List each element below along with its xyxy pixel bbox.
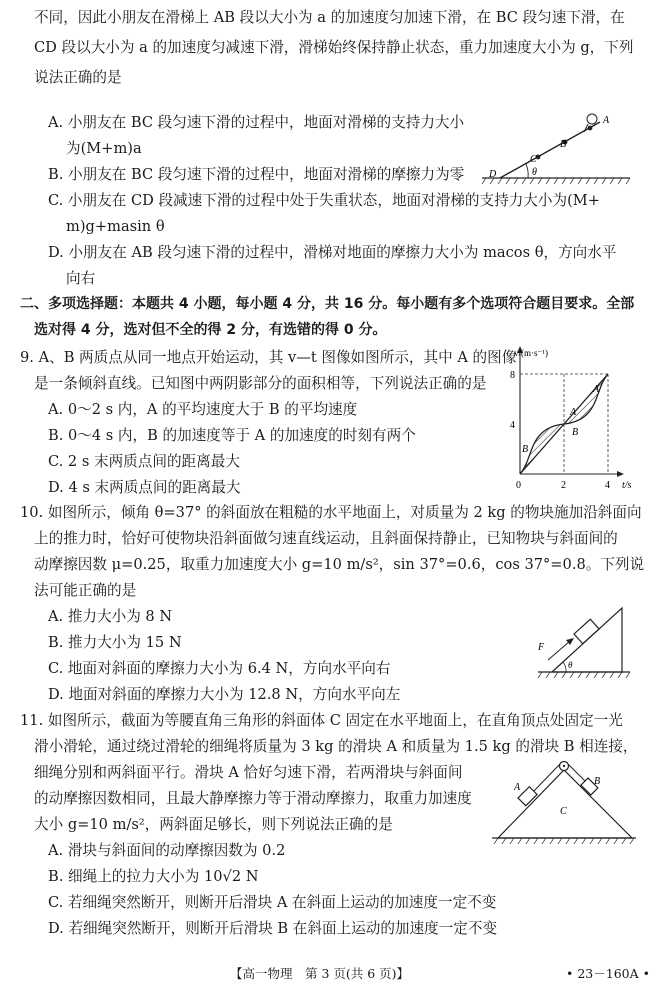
option-c: C. 小朋友在 CD 段减速下滑的过程中处于失重状态，地面对滑梯的支持力大小为(M+ (48, 192, 600, 209)
q9-option-a: A. 0～2 s 内，A 的平均速度大于 B 的平均速度 (48, 401, 358, 418)
q9-option-b: B. 0～4 s 内，B 的加速度等于 A 的加速度的时刻有两个 (48, 427, 416, 444)
label-c: C (530, 154, 537, 165)
y-tick-4: 4 (510, 420, 515, 431)
x-axis-label: t/s (622, 480, 632, 490)
option-d: D. 小朋友在 AB 段匀速下滑的过程中，滑梯对地面的摩擦力大小为 macos θ，方向水平 (48, 244, 617, 261)
question-9-cont: 是一条倾斜直线。已知图中两阴影部分的面积相等，下列说法正确的是 (34, 375, 487, 392)
question-11-cont: 大小 g=10 m/s²，两斜面足够长，则下列说法正确的是 (34, 816, 393, 833)
footer-code: • 23－160A • (566, 966, 650, 981)
y-tick-8: 8 (510, 370, 515, 381)
q11-option-c: C. 若细绳突然断开，则断开后滑块 A 在斜面上运动的加速度一定不变 (48, 894, 497, 911)
curve-label-a: A (570, 407, 577, 418)
curve-label-b: B (572, 427, 579, 438)
q10-option-b: B. 推力大小为 15 N (48, 634, 182, 651)
y-axis-label: v/(m·s⁻¹) (514, 348, 548, 358)
question-10: 10. 如图所示，倾角 θ=37° 的斜面放在粗糙的水平地面上，对质量为 2 kg 的物块施加沿斜面向 (20, 504, 642, 521)
curve-label-a: A (593, 384, 600, 395)
footer-center: 【高一物理 第 3 页(共 6 页)】 (230, 966, 410, 981)
section-heading: 二、多项选择题：本题共 4 小题，每小题 4 分，共 16 分。每小题有多个选项符合题目要求。全部 (20, 296, 635, 312)
vt-graph (508, 342, 643, 490)
option-a: A. 小朋友在 BC 段匀速下滑的过程中，地面对滑梯的支持力大小 (48, 114, 465, 131)
q9-option-d: D. 4 s 末两质点间的距离最大 (48, 479, 241, 496)
q11-option-d: D. 若细绳突然断开，则断开后滑块 B 在斜面上运动的加速度一定不变 (48, 920, 498, 937)
label-force: F (538, 642, 545, 653)
question-11: 11. 如图所示，截面为等腰直角三角形的斜面体 C 固定在水平地面上，在直角顶点处固定一光 (20, 712, 623, 729)
text-line: 说法正确的是 (34, 69, 122, 86)
x-tick-2: 2 (561, 480, 566, 490)
text-line: 不同，因此小朋友在滑梯上 AB 段以大小为 a 的加速度匀加速下滑，在 BC 段匀速下滑，在 (34, 9, 625, 26)
q10-option-c: C. 地面对斜面的摩擦力大小为 6.4 N，方向水平向右 (48, 660, 391, 677)
label-a: A (603, 115, 610, 126)
section-heading-cont: 选对得 4 分，选对但不全的得 2 分，有选错的得 0 分。 (34, 322, 387, 338)
q11-option-a: A. 滑块与斜面间的动摩擦因数为 0.2 (48, 842, 286, 859)
q10-option-d: D. 地面对斜面的摩擦力大小为 12.8 N，方向水平向左 (48, 686, 401, 703)
question-11-cont: 的动摩擦因数相同，且最大静摩擦力等于滑动摩擦力，取重力加速度 (34, 790, 472, 807)
curve-label-b: B (522, 444, 529, 455)
question-10-cont: 动摩擦因数 μ=0.25，取重力加速度大小 g=10 m/s²，sin 37°=0.6，cos 37°=0.8。下列说 (34, 556, 645, 573)
label-b: B (560, 139, 567, 150)
label-theta: θ (568, 660, 573, 670)
text-line: CD 段以大小为 a 的加速度匀减速下滑，滑梯始终保持静止状态，重力加速度大小为 g，下列 (34, 39, 634, 56)
label-theta: θ (532, 167, 537, 178)
option-c-cont: m)g+masin θ (66, 218, 165, 235)
question-10-cont: 上的推力时，恰好可使物块沿斜面做匀速直线运动，且斜面保持静止，已知物块与斜面间的 (34, 530, 618, 547)
q11-option-b: B. 细绳上的拉力大小为 10√2 N (48, 868, 259, 885)
option-b: B. 小朋友在 BC 段匀速下滑的过程中，地面对滑梯的摩擦力为零 (48, 166, 465, 183)
label-d: D (489, 169, 497, 180)
x-tick-0: 0 (516, 480, 521, 490)
x-tick-4: 4 (605, 480, 610, 490)
incline-figure (530, 600, 640, 680)
question-10-cont: 法可能正确的是 (34, 582, 137, 599)
question-11-cont: 滑小滑轮，通过绕过滑轮的细绳将质量为 3 kg 的滑块 A 和质量为 1.5 kg 的滑块 B 相连接， (34, 738, 638, 755)
q10-option-a: A. 推力大小为 8 N (48, 608, 173, 625)
label-block-a: A (514, 782, 521, 793)
question-11-cont: 细绳分别和两斜面平行。滑块 A 恰好匀速下滑，若两滑块与斜面间 (34, 764, 463, 781)
label-block-b: B (594, 776, 601, 787)
option-d-cont: 向右 (66, 270, 96, 287)
q9-option-c: C. 2 s 末两质点间的距离最大 (48, 453, 240, 470)
slide-figure (480, 108, 640, 190)
pulley-figure (490, 756, 640, 846)
question-9: 9. A、B 两质点从同一地点开始运动，其 v—t 图像如图所示，其中 A 的图像 (20, 349, 517, 366)
label-wedge-c: C (560, 806, 567, 817)
option-a-cont: 为(M+m)a (66, 140, 142, 157)
